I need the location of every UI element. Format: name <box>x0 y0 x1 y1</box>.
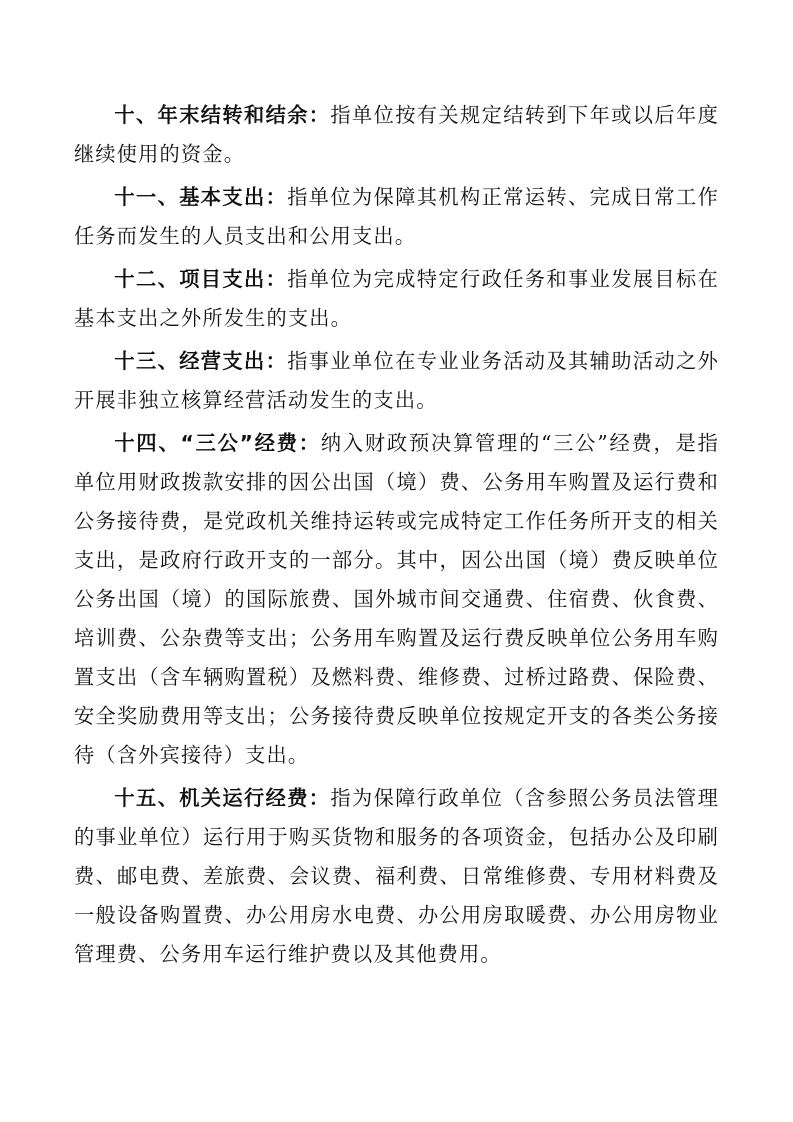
document-body <box>74 96 719 978</box>
definition-term: 十、年末结转和结余： <box>114 103 331 127</box>
definition-text: 指单位为保障其机构正常运转、完成日常工作任务而发生的人员支出和公用支出。 <box>74 185 719 248</box>
definition-term: 十四、“三公”经费： <box>114 431 321 455</box>
definition-term: 十三、经营支出： <box>114 349 288 373</box>
definition-15 <box>74 779 719 974</box>
definition-10 <box>74 96 719 174</box>
definition-text: 指单位按有关规定结转到下年或以后年度继续使用的资金。 <box>74 103 719 166</box>
definition-text: 指事业单位在专业业务活动及其辅助活动之外开展非独立核算经营活动发生的支出。 <box>74 349 719 412</box>
definition-11 <box>74 178 719 256</box>
definition-term: 十五、机关运行经费： <box>114 786 331 810</box>
definition-text: 指单位为完成特定行政任务和事业发展目标在基本支出之外所发生的支出。 <box>74 267 719 330</box>
definition-12 <box>74 260 719 338</box>
definition-text: 指为保障行政单位（含参照公务员法管理的事业单位）运行用于购买货物和服务的各项资金，包括办公及印刷费、邮电费、差旅费、会议费、福利费、日常维修费、专用材料费及一般设备购置费、办公用房水电费、办公用房取暖费、办公用房物业管理费、公务用车运行维护费以及其他费用。 <box>74 786 719 966</box>
definition-term: 十二、项目支出： <box>114 267 288 291</box>
definition-14 <box>74 424 719 775</box>
definition-13 <box>74 342 719 420</box>
definition-text: 纳入财政预决算管理的“三公”经费，是指单位用财政拨款安排的因公出国（境）费、公务用车购置及运行费和公务接待费，是党政机关维持运转或完成特定工作任务所开支的相关支出，是政府行政开支的一部分。其中，因公出国（境）费反映单位公务出国（境）的国际旅费、国外城市间交通费、住宿费、伙食费、培训费、公杂费等支出；公务用车购置及运行费反映单位公务用车购置支出（含车辆购置税）及燃料费、维修费、过桥过路费、保险费、安全奖励费用等支出；公务接待费反映单位按规定开支的各类公务接待（含外宾接待）支出。 <box>74 431 719 767</box>
definition-term: 十一、基本支出： <box>114 185 288 209</box>
